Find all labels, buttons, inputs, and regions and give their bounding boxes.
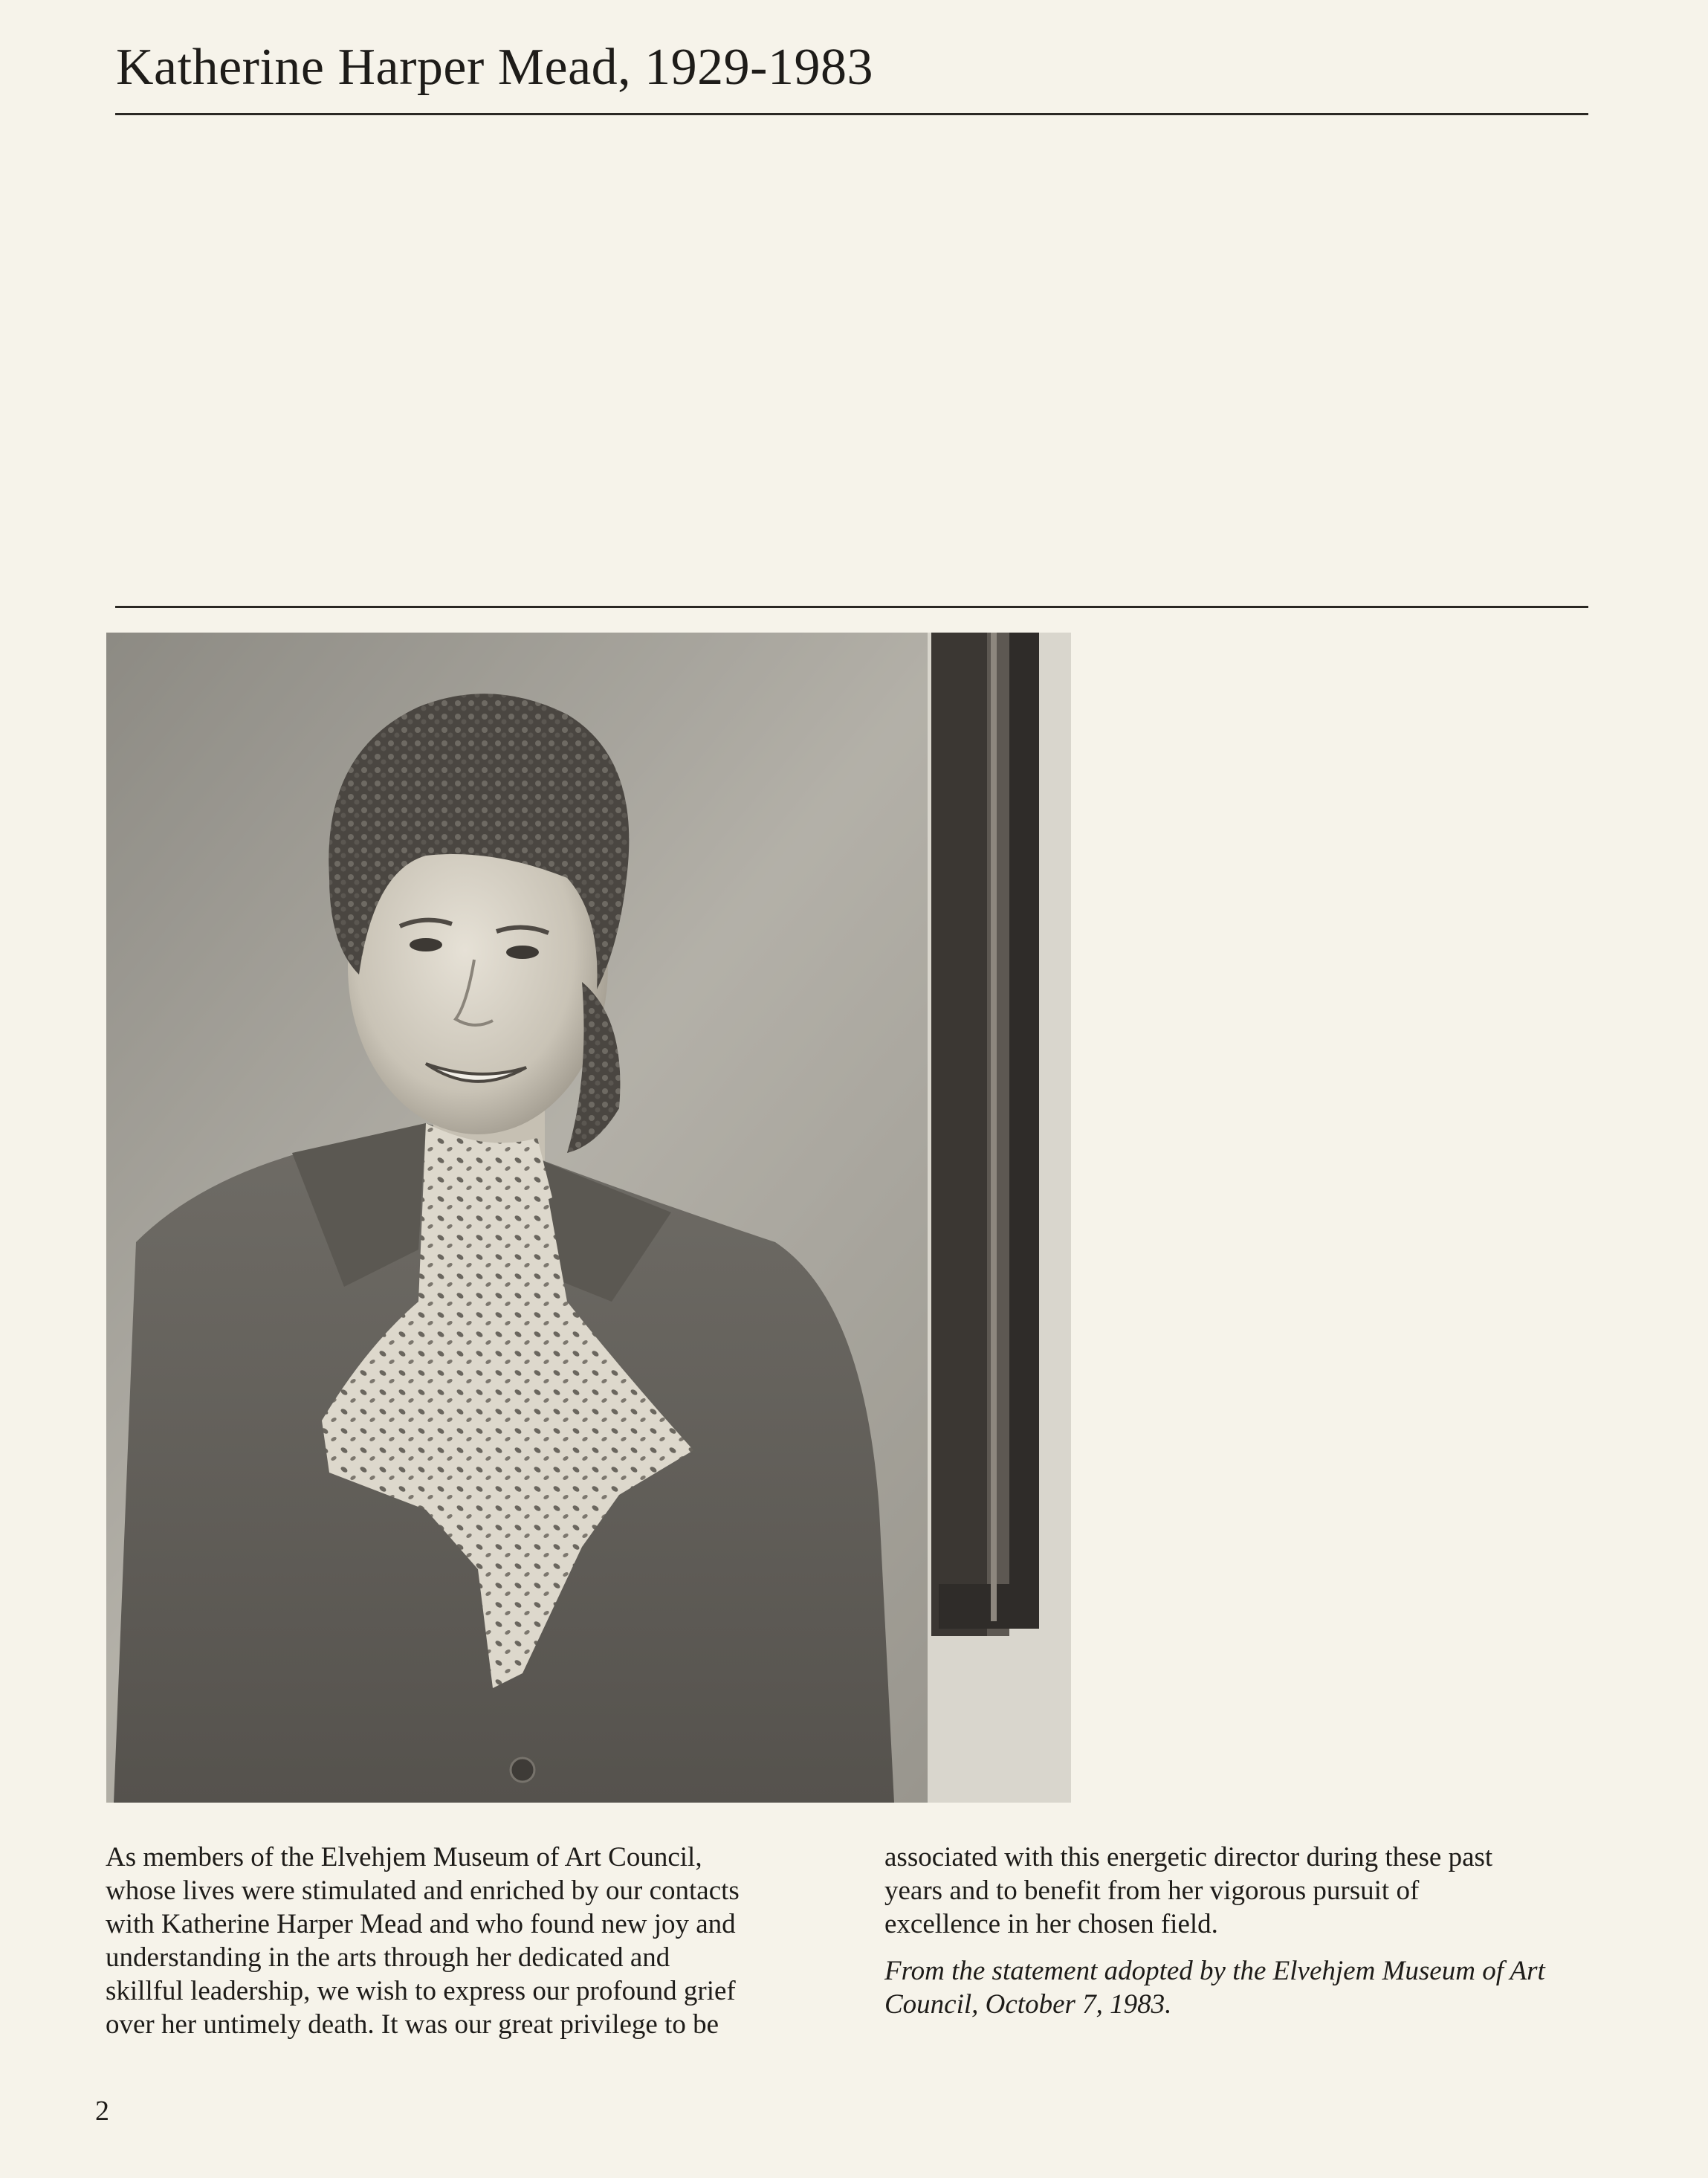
- page-number: 2: [95, 2095, 109, 2127]
- memorial-text-right-column: [884, 1841, 1591, 2021]
- text-line: over her untimely death. It was our great privilege to be: [106, 2009, 719, 2040]
- attribution-line: Council, October 7, 1983.: [884, 1989, 1172, 2020]
- section-rule: [115, 606, 1588, 608]
- portrait-photograph: [106, 633, 1071, 1803]
- page-title: Katherine Harper Mead, 1929-1983: [116, 39, 873, 96]
- attribution: [884, 1954, 1591, 2021]
- text-line: skillful leadership, we wish to express our profound grief: [106, 1976, 736, 2006]
- text-line: associated with this energetic director during these past: [884, 1842, 1493, 1872]
- text-line: years and to benefit from her vigorous pursuit of: [884, 1875, 1420, 1906]
- attribution-line: From the statement adopted by the Elvehjem Museum of Art: [884, 1956, 1545, 1986]
- text-line: excellence in her chosen field.: [884, 1909, 1218, 1939]
- text-line: whose lives were stimulated and enriched by our contacts: [106, 1875, 740, 1906]
- text-line: As members of the Elvehjem Museum of Art Council,: [106, 1842, 702, 1872]
- header-rule: [115, 113, 1588, 115]
- memorial-text-left-column: [106, 1841, 853, 2041]
- text-line: understanding in the arts through her dedicated and: [106, 1942, 670, 1973]
- text-line: with Katherine Harper Mead and who found new joy and: [106, 1909, 736, 1939]
